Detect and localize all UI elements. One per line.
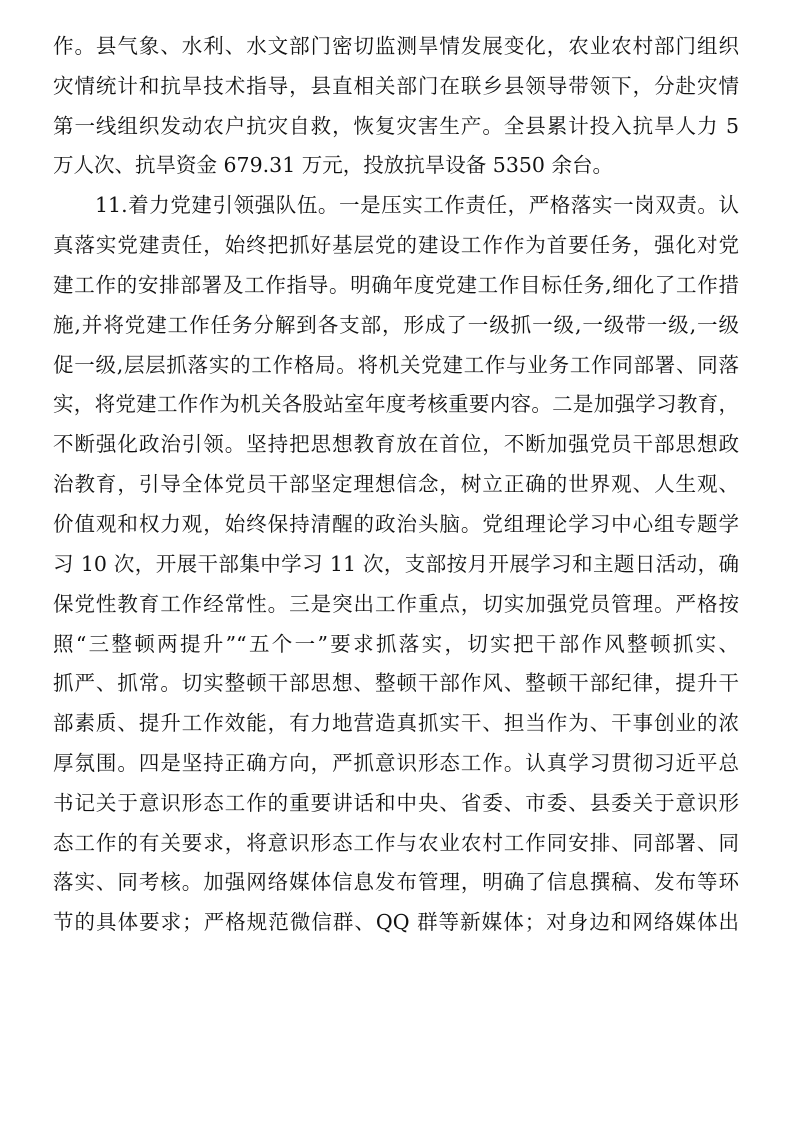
text-line: 作。县气象、水利、水文部门密切监测旱情发展变化，农业农村部门组织 [53, 34, 739, 58]
text-line: 万人次、抗旱资金 679.31 万元，投放抗旱设备 5350 余台。 [53, 153, 613, 177]
text-line: 习 10 次，开展干部集中学习 11 次，支部按月开展学习和主题日活动，确 [53, 552, 739, 576]
text-line: 治教育，引导全体党员干部坚定理想信念，树立正确的世界观、人生观、 [53, 472, 739, 496]
text-line: 落实、同考核。加强网络媒体信息发布管理，明确了信息撰稿、发布等环 [53, 870, 739, 894]
text-line: 真落实党建责任，始终把抓好基层党的建设工作作为首要任务，强化对党 [53, 233, 739, 257]
text-line: 照“三整顿两提升”“五个一”要求抓落实，切实把干部作风整顿抓实、 [53, 632, 739, 656]
text-line: 书记关于意识形态工作的重要讲话和中央、省委、市委、县委关于意识形 [53, 791, 739, 815]
text-line: 灾情统计和抗旱技术指导，县直相关部门在联乡县领导带领下，分赴灾情 [53, 74, 739, 98]
paragraph-first-line: 11.着力党建引领强队伍。一是压实工作责任，严格落实一岗双责。认 [95, 193, 739, 217]
text-line: 促一级,层层抓落实的工作格局。将机关党建工作与业务工作同部署、同落 [53, 353, 739, 377]
text-line: 施,并将党建工作任务分解到各支部，形成了一级抓一级,一级带一级,一级 [53, 313, 739, 337]
text-line: 部素质、提升工作效能，有力地营造真抓实干、担当作为、干事创业的浓 [53, 711, 739, 735]
text-line: 态工作的有关要求，将意识形态工作与农业农村工作同安排、同部署、同 [53, 831, 739, 855]
text-line: 节的具体要求；严格规范微信群、QQ 群等新媒体；对身边和网络媒体出 [53, 910, 739, 934]
text-line: 价值观和权力观，始终保持清醒的政治头脑。党组理论学习中心组专题学 [53, 512, 739, 536]
text-line: 保党性教育工作经常性。三是突出工作重点，切实加强党员管理。严格按 [53, 592, 739, 616]
text-line: 抓严、抓常。切实整顿干部思想、整顿干部作风、整顿干部纪律，提升干 [53, 671, 739, 695]
text-line: 厚氛围。四是坚持正确方向，严抓意识形态工作。认真学习贯彻习近平总 [53, 751, 739, 775]
text-line: 实，将党建工作作为机关各股站室年度考核重要内容。二是加强学习教育， [53, 392, 739, 416]
text-line: 不断强化政治引领。坚持把思想教育放在首位，不断加强党员干部思想政 [53, 432, 739, 456]
text-line: 建工作的安排部署及工作指导。明确年度党建工作目标任务,细化了工作措 [53, 273, 739, 297]
text-line: 第一线组织发动农户抗灾自救，恢复灾害生产。全县累计投入抗旱人力 5 [53, 114, 739, 138]
